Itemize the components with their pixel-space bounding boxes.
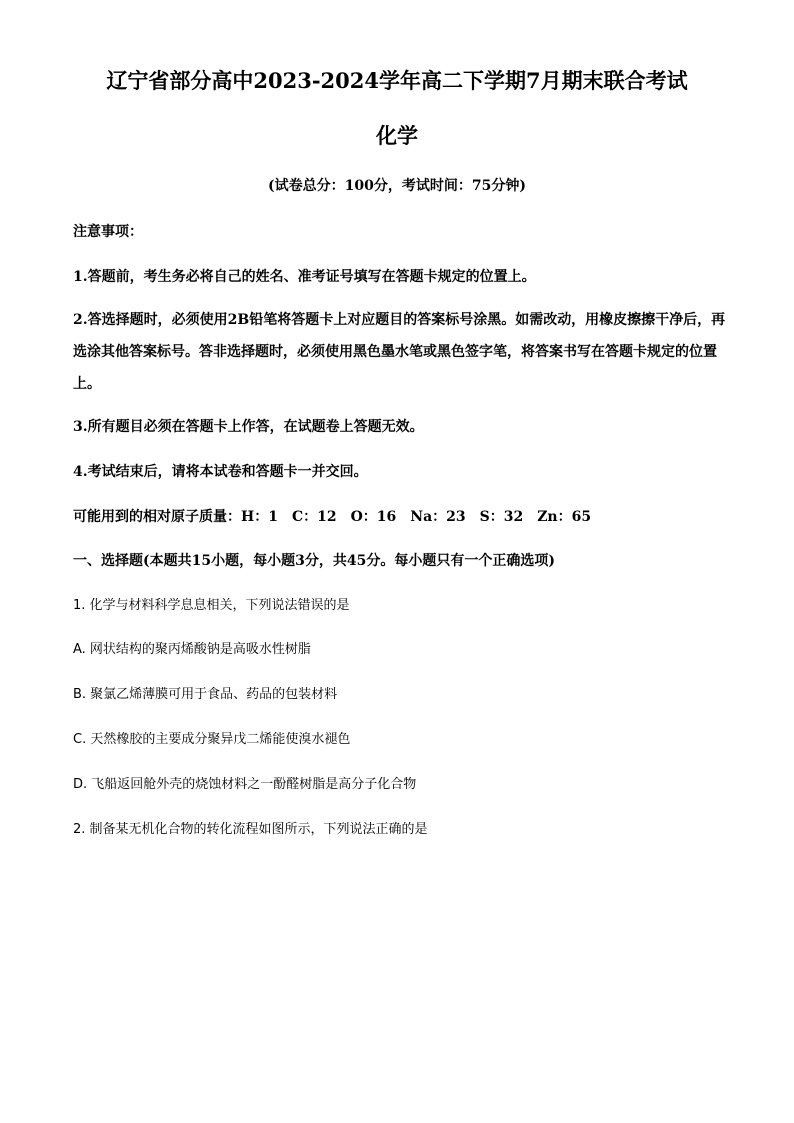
question-1-option-a: A. 网状结构的聚丙烯酸钠是高吸水性树脂 [73, 642, 311, 657]
atomic-masses: 可能用到的相对原子质量：H：1 C：12 O：16 Na：23 S：32 Zn：65 [73, 509, 592, 525]
question-2-stem: 2. 制备某无机化合物的转化流程如图所示，下列说法正确的是 [73, 822, 428, 837]
exam-title: 辽宁省部分高中2023-2024学年高二下学期7月期末联合考试 [106, 68, 688, 93]
exam-meta: (试卷总分：100分，考试时间：75分钟) [268, 178, 526, 194]
question-1-option-b: B. 聚氯乙烯薄膜可用于食品、药品的包装材料 [73, 687, 338, 702]
question-1-option-c: C. 天然橡胶的主要成分聚异戊二烯能使溴水褪色 [73, 732, 351, 747]
notes-heading: 注意事项： [73, 224, 143, 240]
question-1-option-d: D. 飞船返回舱外壳的烧蚀材料之一酚醛树脂是高分子化合物 [73, 777, 417, 792]
section-heading: 一、选择题(本题共15小题，每小题3分，共45分。每小题只有一个正确选项) [73, 553, 555, 569]
note-item-2: 2.答选择题时，必须使用2B铅笔将答题卡上对应题目的答案标号涂黑。如需改动，用橡皮擦擦干净后，再选涂其他答案标号。答非选择题时，必须使用黑色墨水笔或黑色签字笔，将答案书写在答题卡规定的位置上。 [73, 312, 726, 392]
note-item-1: 1.答题前，考生务必将自己的姓名、准考证号填写在答题卡规定的位置上。 [73, 269, 536, 285]
question-1-stem: 1. 化学与材料科学息息相关，下列说法错误的是 [73, 598, 350, 613]
exam-subject: 化学 [376, 123, 418, 148]
note-item-3: 3.所有题目必须在答题卡上作答，在试题卷上答题无效。 [73, 419, 424, 435]
note-item-4: 4.考试结束后，请将本试卷和答题卡一并交回。 [73, 464, 368, 480]
